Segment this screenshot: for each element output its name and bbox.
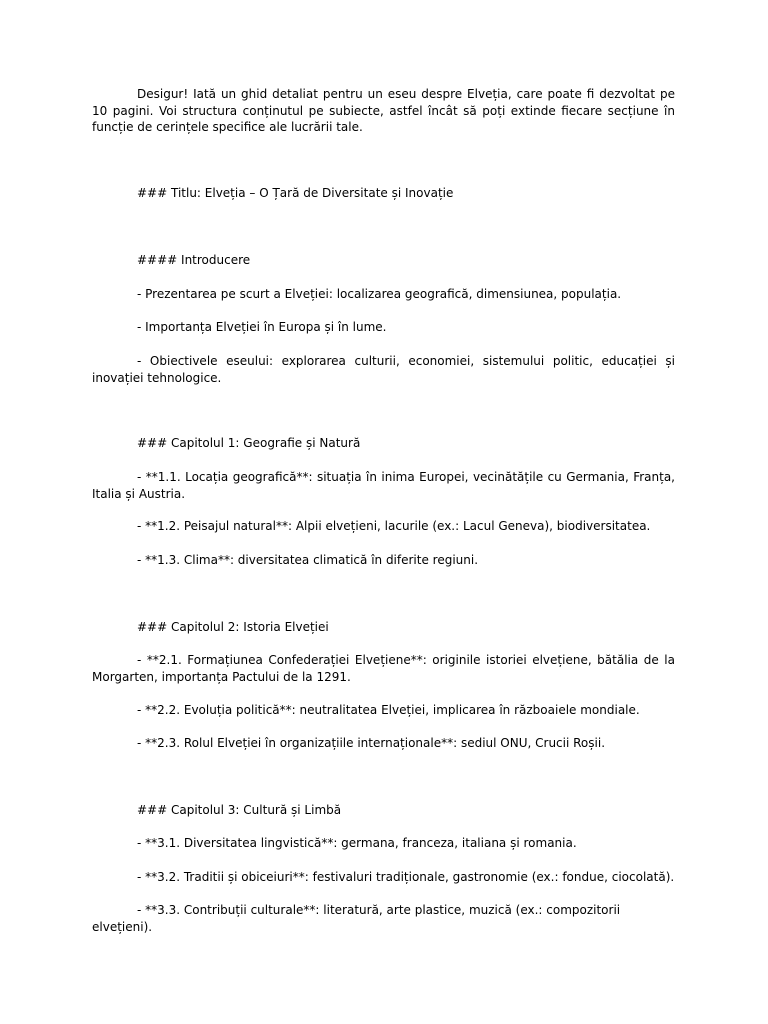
chapter-3-heading: ### Capitolul 3: Cultură și Limbă [137,803,342,817]
introduction-item-3: - Obiectivele eseului: explorarea culturii, economiei, sistemului politic, educației și inovației tehnologice. [92,354,675,385]
chapter-1-heading: ### Capitolul 1: Geografie și Natură [137,436,361,450]
chapter-3-item-2: - **3.2. Traditii și obiceiuri**: festivaluri tradiționale, gastronomie (ex.: fondue, ciocolată). [137,870,675,884]
chapter-3-item-3: - **3.3. Contribuții culturale**: literatură, arte plastice, muzică (ex.: compozitorii elvețieni). [92,903,621,934]
introduction-heading: #### Introducere [137,253,251,267]
chapter-2-heading: ### Capitolul 2: Istoria Elveției [137,620,329,634]
chapter-2-item-3: - **2.3. Rolul Elveției în organizațiile internaționale**: sediul ONU, Crucii Roșii. [137,736,606,750]
chapter-1-item-1: - **1.1. Locația geografică**: situația în inima Europei, vecinătățile cu Germania, Franța, Italia și Austria. [92,470,675,501]
intro-paragraph: Desigur! Iată un ghid detaliat pentru un eseu despre Elveția, care poate fi dezvoltat pe 10 pagini. Voi structura conținutul pe subiecte, astfel încât să poți extinde fiecare secțiune în funcție de cerințele specifice ale lucrării tale. [92,87,675,134]
introduction-item-1: - Prezentarea pe scurt a Elveției: localizarea geografică, dimensiunea, populația. [137,287,622,301]
chapter-3-item-1: - **3.1. Diversitatea lingvistică**: germana, franceza, italiana și romania. [137,836,577,850]
essay-title-heading: ### Titlu: Elveția – O Țară de Diversitate și Inovație [137,186,454,200]
chapter-1-item-3: - **1.3. Clima**: diversitatea climatică în diferite regiuni. [137,553,479,567]
chapter-2-item-2: - **2.2. Evoluția politică**: neutralitatea Elveției, implicarea în războaiele mondiale. [137,703,640,717]
introduction-item-2: - Importanța Elveției în Europa și în lume. [137,320,387,334]
chapter-2-item-1: - **2.1. Formațiunea Confederației Elvețiene**: originile istoriei elvețiene, bătălia de la Morgarten, importanța Pactului de la 1291. [92,653,675,684]
chapter-1-item-2: - **1.2. Peisajul natural**: Alpii elvețieni, lacurile (ex.: Lacul Geneva), biodiversitatea. [137,519,651,533]
